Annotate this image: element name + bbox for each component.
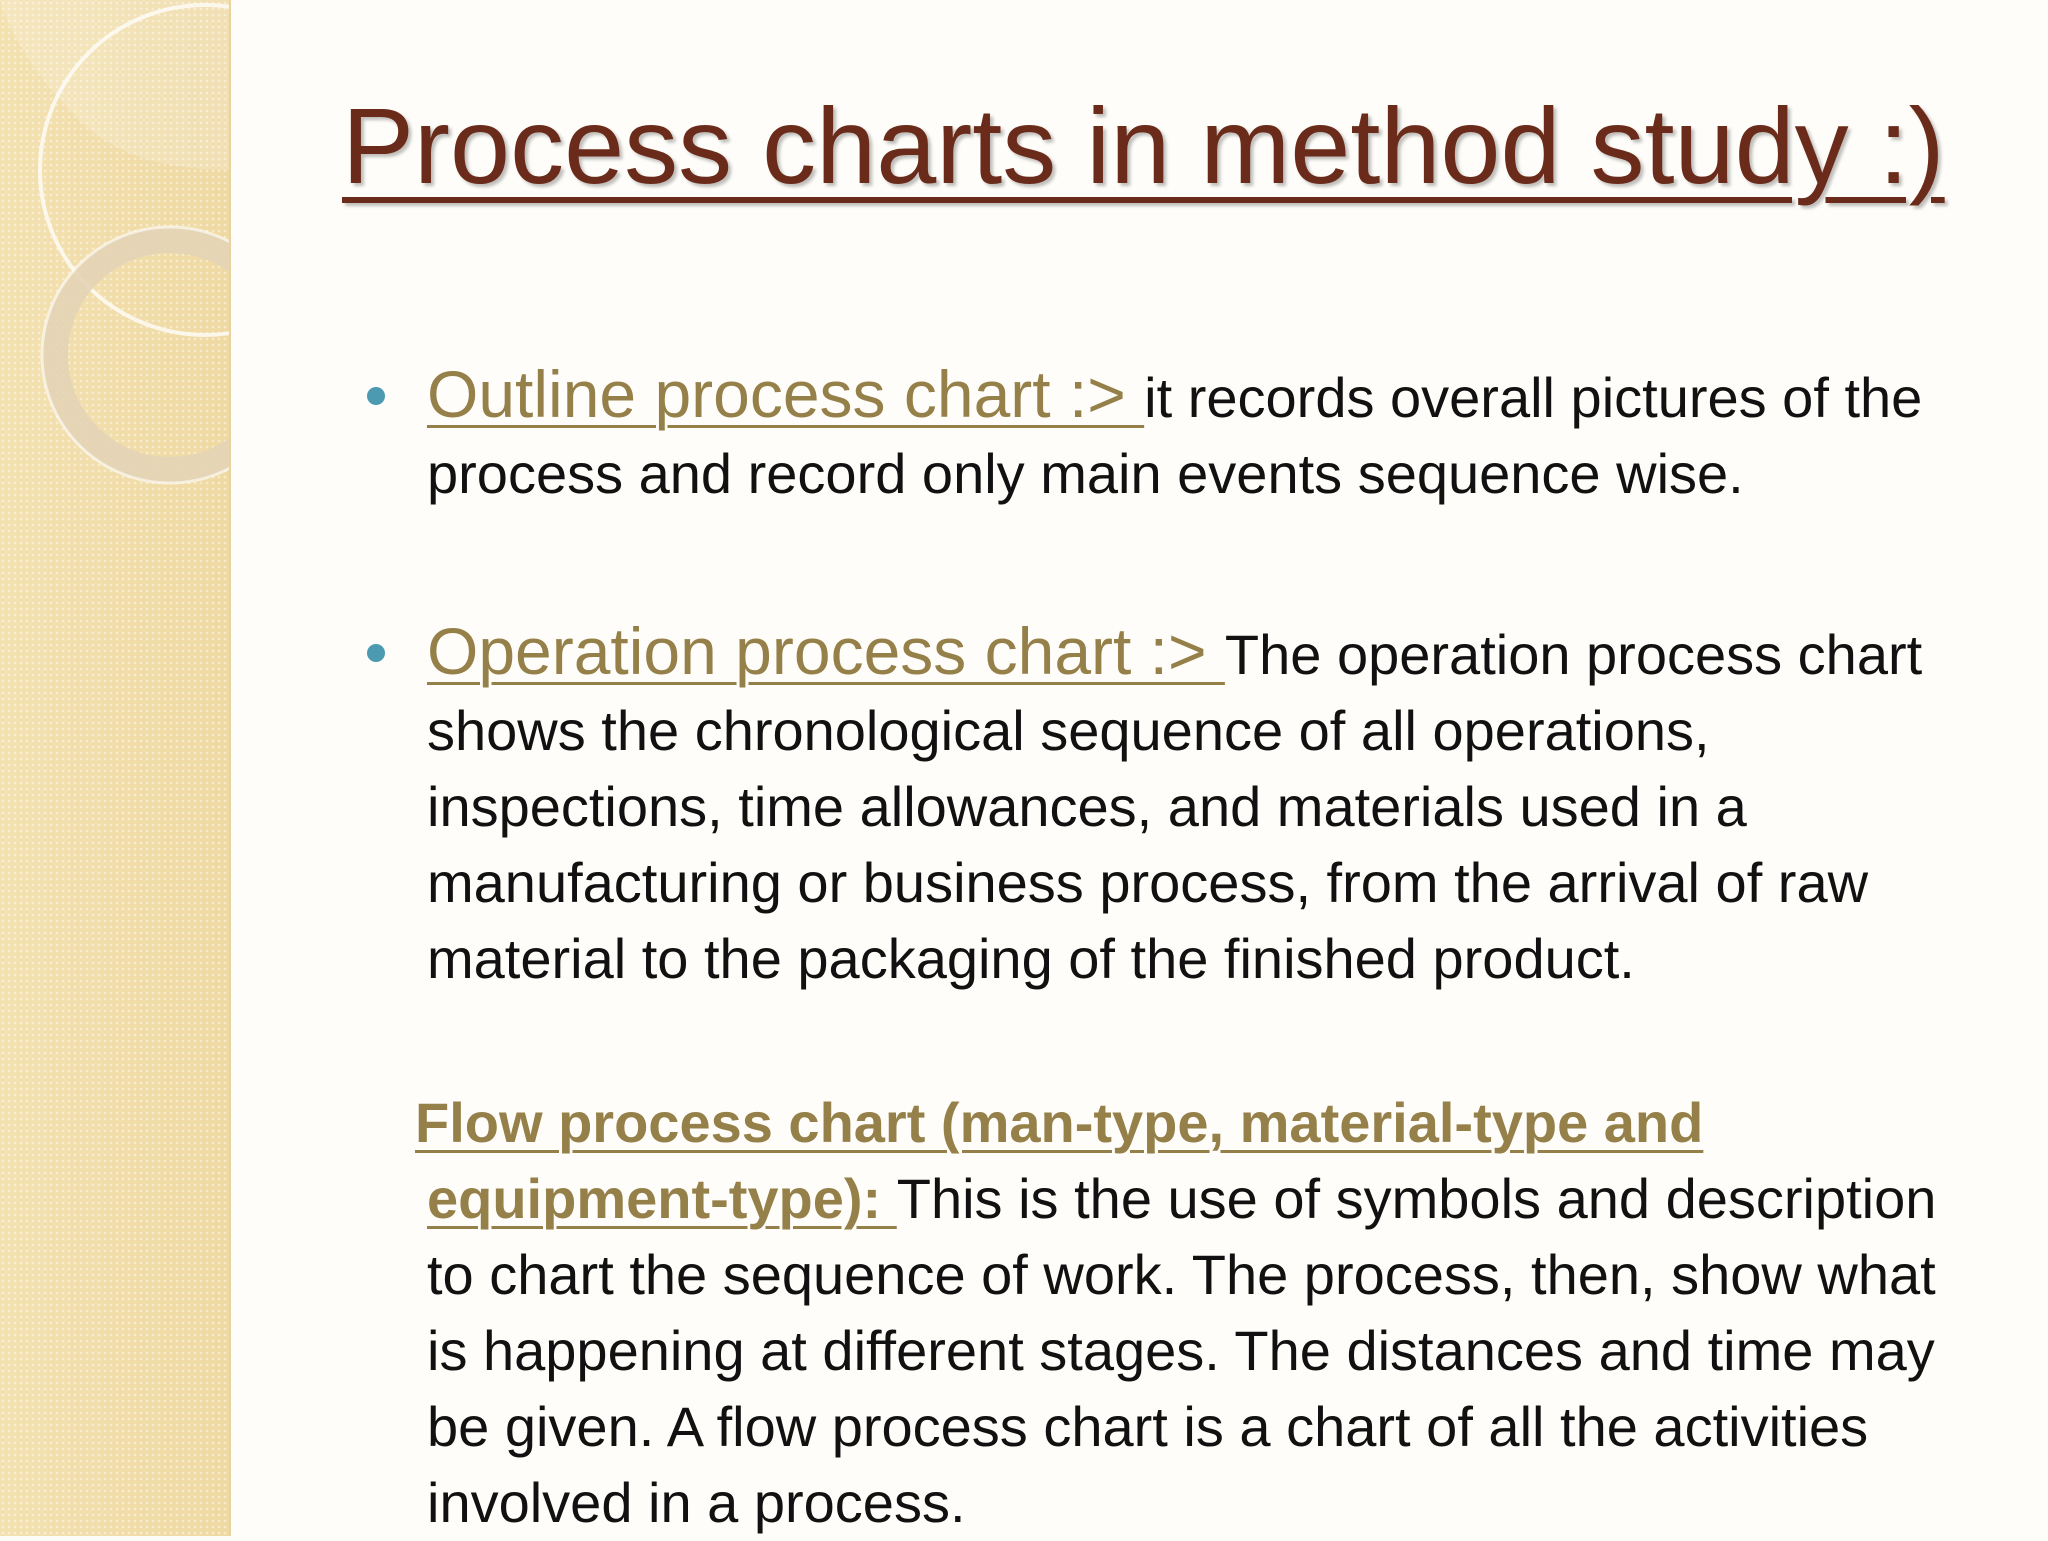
term-outline-process-chart: Outline process chart :> — [427, 357, 1145, 431]
bullet-icon — [367, 644, 385, 662]
term-flow-process-chart: Flow process chart (man-type, material-type and equipment-type): — [415, 1091, 1704, 1230]
definition-operation: The operation process chart shows the chronological sequence of all operations, inspections, time allowances, and materials used in a manufacturing or business process, from the arrival of raw material to the packaging of the finished product. — [427, 623, 1923, 990]
list-item-outline — [427, 356, 1987, 512]
definition-flow: This is the use of symbols and description to chart the sequence of work. The process, then, show what is happening at different stages. The distances and time may be given. A flow process chart is a chart of all the activities involved in a process. — [427, 1167, 1937, 1534]
bullet-icon — [367, 387, 385, 405]
term-operation-process-chart: Operation process chart :> — [427, 614, 1225, 688]
list-item-flow — [415, 1085, 1987, 1541]
list-item-operation — [427, 613, 1987, 997]
slide-title: Process charts in method study :) — [342, 85, 1945, 206]
definition-outline: it records overall pictures of the process and record only main events sequence wise. — [427, 366, 1923, 505]
